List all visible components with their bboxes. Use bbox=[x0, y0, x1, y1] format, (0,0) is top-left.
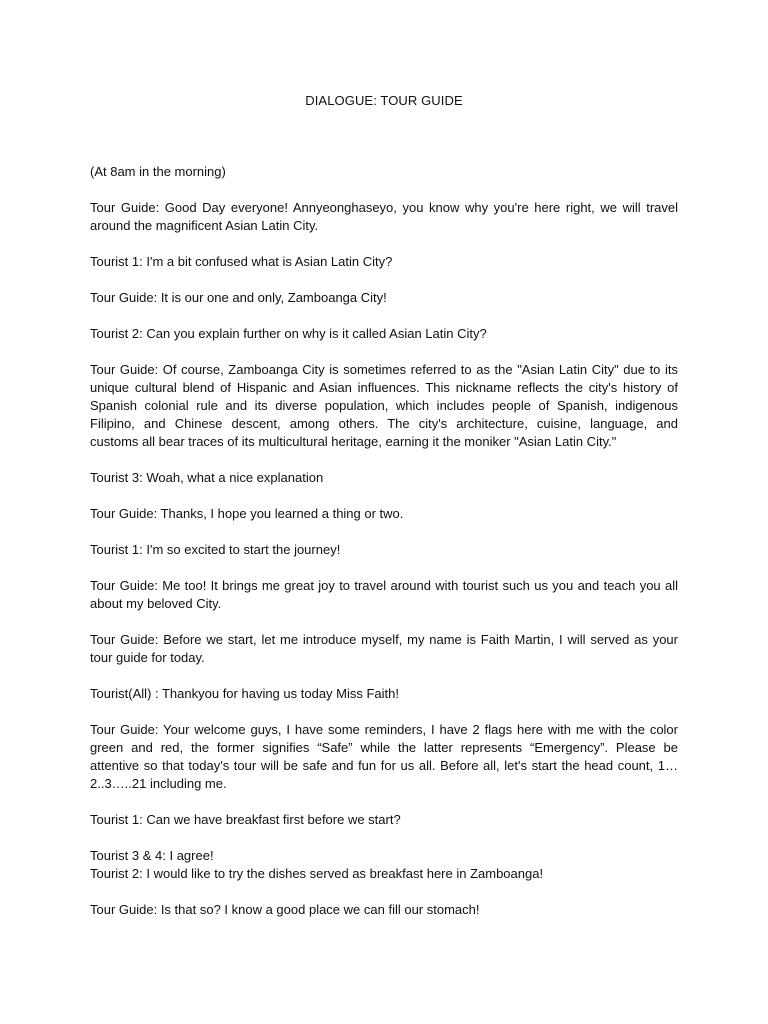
text-line: Tour Guide: Is that so? I know a good place we can fill our stomach! bbox=[90, 902, 480, 917]
dialogue-paragraph bbox=[90, 577, 678, 613]
text-line: Tourist 2: Can you explain further on why is it called Asian Latin City? bbox=[90, 326, 487, 341]
text-line: Tour Guide: It is our one and only, Zamboanga City! bbox=[90, 290, 387, 305]
text-line: about my beloved City. bbox=[90, 596, 222, 611]
dialogue-paragraph bbox=[90, 199, 678, 235]
dialogue-paragraph bbox=[90, 253, 678, 271]
text-line: tour guide for today. bbox=[90, 650, 205, 665]
dialogue-paragraph bbox=[90, 901, 678, 919]
text-line: around the magnificent Asian Latin City. bbox=[90, 218, 319, 233]
dialogue-paragraph bbox=[90, 163, 678, 181]
text-line: Spanish colonial rule and its diverse population, which includes people of Spanish, indigenous bbox=[90, 398, 678, 413]
text-line: Tourist 3 & 4: I agree! bbox=[90, 848, 214, 863]
dialogue-paragraph bbox=[90, 505, 678, 523]
text-line: Tour Guide: Me too! It brings me great joy to travel around with tourist such us you and teach you all bbox=[90, 578, 678, 593]
document-title: DIALOGUE: TOUR GUIDE bbox=[305, 93, 463, 108]
dialogue-paragraph bbox=[90, 361, 678, 451]
dialogue-paragraph bbox=[90, 325, 678, 343]
document-body bbox=[90, 163, 678, 937]
dialogue-paragraph bbox=[90, 469, 678, 487]
text-line: 2..3…..21 including me. bbox=[90, 776, 227, 791]
text-line: Tour Guide: Before we start, let me introduce myself, my name is Faith Martin, I will served as your bbox=[90, 632, 678, 647]
dialogue-paragraph bbox=[90, 721, 678, 793]
text-line: Tourist 2: I would like to try the dishes served as breakfast here in Zamboanga! bbox=[90, 866, 544, 881]
text-line: green and red, the former signifies “Safe” while the latter represents “Emergency”. Please be bbox=[90, 740, 678, 755]
text-line: Tour Guide: Your welcome guys, I have some reminders, I have 2 flags here with me with the color bbox=[90, 722, 678, 737]
text-line: Tour Guide: Of course, Zamboanga City is sometimes referred to as the "Asian Latin City" due to its bbox=[90, 362, 678, 377]
dialogue-paragraph bbox=[90, 685, 678, 703]
text-line: attentive so that today's tour will be safe and fun for us all. Before all, let's start the head count, 1… bbox=[90, 758, 678, 773]
text-line: Tourist 1: I'm a bit confused what is Asian Latin City? bbox=[90, 254, 393, 269]
text-line: customs all bear traces of its multicultural heritage, earning it the moniker "Asian Latin City." bbox=[90, 434, 617, 449]
text-line: Tour Guide: Good Day everyone! Annyeonghaseyo, you know why you're here right, we will travel bbox=[90, 200, 678, 215]
text-line: Tourist 1: Can we have breakfast first before we start? bbox=[90, 812, 401, 827]
dialogue-paragraph bbox=[90, 289, 678, 307]
text-line: Tourist 1: I'm so excited to start the journey! bbox=[90, 542, 341, 557]
dialogue-paragraph bbox=[90, 865, 678, 883]
text-line: Tour Guide: Thanks, I hope you learned a thing or two. bbox=[90, 506, 404, 521]
text-line: Filipino, and Chinese descent, among others. The city's architecture, cuisine, language, and bbox=[90, 416, 678, 431]
dialogue-paragraph bbox=[90, 541, 678, 559]
text-line: (At 8am in the morning) bbox=[90, 164, 226, 179]
dialogue-paragraph bbox=[90, 631, 678, 667]
text-line: unique cultural blend of Hispanic and Asian influences. This nickname reflects the city's history of bbox=[90, 380, 678, 395]
text-line: Tourist 3: Woah, what a nice explanation bbox=[90, 470, 324, 485]
text-line: Tourist(All) : Thankyou for having us today Miss Faith! bbox=[90, 686, 399, 701]
dialogue-paragraph bbox=[90, 847, 678, 865]
dialogue-paragraph bbox=[90, 811, 678, 829]
